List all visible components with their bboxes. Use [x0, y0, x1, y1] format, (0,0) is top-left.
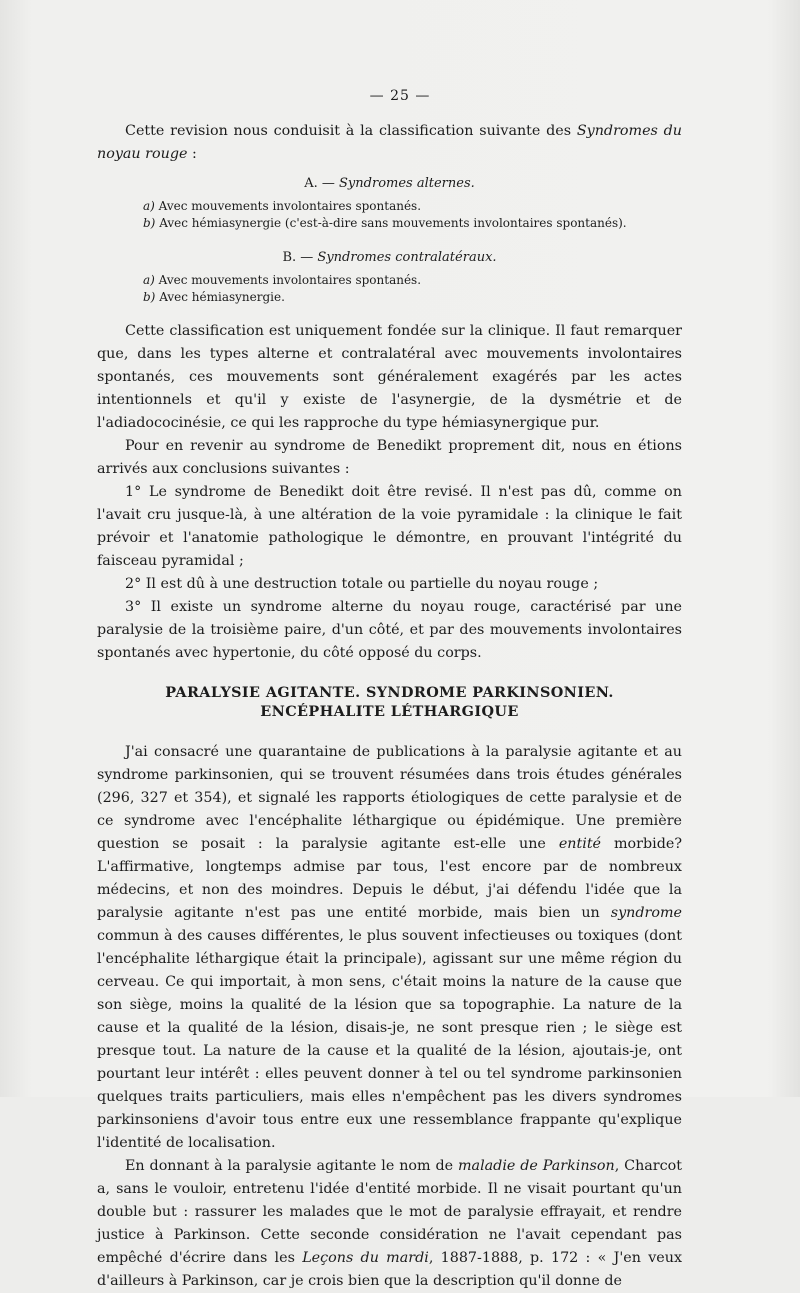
item-mark: a): [143, 273, 155, 287]
intro-emphasis: Syndromes du noyau rouge: [97, 123, 682, 162]
group-b-heading: [97, 246, 682, 269]
classification-paragraph: Cette classification est uniquement fondée sur la clinique. Il faut remarquer que, dans les types alterne et contralatéral avec mouvements involontaires spontanés, ces mouvements sont généralement exagérés par les actes intentionnels et qu'il y existe de l'asynergie, de la dysmétrie et de l'adiadococinésie, ce qui les rapproche du type hémiasynergique pur.: [97, 323, 682, 431]
charcot-text-1: En donnant à la paralysie agitante le nom de: [125, 1158, 458, 1174]
item-text: Avec hémiasynergie (c'est-à-dire sans mouvements involontaires spontanés).: [155, 216, 627, 230]
main-paragraph: [97, 741, 682, 1155]
group-a-title: Syndromes alternes.: [339, 176, 475, 191]
group-a-item-b: [97, 215, 682, 232]
group-a-item-a: [97, 198, 682, 215]
main-emphasis-2: syndrome: [610, 905, 682, 921]
group-b-item-b: [97, 289, 682, 306]
charcot-paragraph: [97, 1155, 682, 1293]
charcot-text-3: , 1887-1888, p. 172 : « J'en veux d'ailleurs à Parkinson, car je crois bien que la description qu'il donne de: [97, 1250, 683, 1289]
page-number: — 25 —: [369, 88, 431, 104]
page-content: [97, 120, 682, 1293]
item-text: Avec hémiasynergie.: [155, 290, 285, 304]
item-mark: b): [143, 216, 156, 230]
main-text-1: J'ai consacré une quarantaine de publications à la paralysie agitante et au syndrome parkinsonien, qui se trouvent résumées dans trois études générales (296, 327 et 354), et signalé les rapports étiologiques de cette paralysie et de ce syndrome avec l'encéphalite léthargique ou épidémique. Une première question se posait : la paralysie agitante est-elle une: [97, 744, 682, 852]
group-b-item-a: [97, 272, 682, 289]
main-text-2: morbide? L'affirmative, longtemps admise par tous, l'est encore par de nombreux médecins, et non des moindres. Depuis le début, j'ai défendu l'idée que la paralysie agitante n'est pas une entité morbide, mais bien un: [97, 836, 682, 921]
item-text: Avec mouvements involontaires spontanés.: [154, 199, 422, 213]
charcot-emphasis-1: maladie de Parkinson: [457, 1158, 615, 1174]
conclusion-3: 3° Il existe un syndrome alterne du noyau rouge, caractérisé par une paralysie de la troisième paire, d'un côté, et par des mouvements involontaires spontanés avec hypertonie, du côté opposé du corps.: [97, 599, 682, 661]
item-mark: b): [143, 290, 156, 304]
section-title-line-1: PARALYSIE AGITANTE. SYNDROME PARKINSONIEN.: [165, 684, 614, 701]
conclusion-2: 2° Il est dû à une destruction totale ou partielle du noyau rouge ;: [125, 576, 599, 592]
intro-text: Cette revision nous conduisit à la classification suivante des: [125, 123, 577, 139]
section-title-line-2: ENCÉPHALITE LÉTHARGIQUE: [260, 703, 519, 720]
main-emphasis-1: entité: [558, 836, 602, 852]
item-mark: a): [143, 199, 155, 213]
intro-paragraph: [97, 120, 682, 166]
intro-text-end: :: [187, 146, 197, 162]
benedikt-paragraph: Pour en revenir au syndrome de Benedikt proprement dit, nous en étions arrivés aux conclusions suivantes :: [97, 438, 682, 477]
conclusion-1: 1° Le syndrome de Benedikt doit être revisé. Il n'est pas dû, comme on l'avait cru jusque-là, à une altération de la voie pyramidale : la clinique le fait prévoir et l'anatomie pathologique le démontre, en prouvant l'intégrité du faisceau pyramidal ;: [97, 484, 682, 569]
main-text-3: commun à des causes différentes, le plus souvent infectieuses ou toxiques (dont l'encéphalite léthargique était la principale), agissant sur une même région du cerveau. Ce qui importait, à mon sens, c'était moins la nature de la cause que son siège, moins la qualité de la lésion que sa topographie. La nature de la cause et la qualité de la lésion, disais-je, ne sont presque rien ; le siège est presque tout. La nature de la cause et la qualité de la lésion, ajoutais-je, ont pourtant leur intérêt : elles peuvent donner à tel ou tel syndrome parkinsonien quelques traits particuliers, mais elles n'empêchent pas les divers syndromes parkinsoniens d'avoir tous entre eux une ressemblance frappante qu'explique l'identité de localisation.: [97, 928, 682, 1151]
charcot-text-2: , Charcot a, sans le vouloir, entretenu l'idée d'entité morbide. Il ne visait pourtant qu'un double but : rassurer les malades que le mot de paralysie effrayait, et rendre justice à Parkinson. Cette seconde considération ne l'avait cependant pas empêché d'écrire dans les: [97, 1158, 682, 1266]
group-b-letter: B. —: [282, 250, 318, 265]
section-title: [97, 683, 682, 721]
group-b-title: Syndromes contralatéraux.: [317, 250, 497, 265]
group-a-letter: A. —: [304, 176, 340, 191]
charcot-emphasis-2: Leçons du mardi: [302, 1250, 429, 1266]
item-text: Avec mouvements involontaires spontanés.: [154, 273, 422, 287]
group-a-heading: [97, 172, 682, 195]
